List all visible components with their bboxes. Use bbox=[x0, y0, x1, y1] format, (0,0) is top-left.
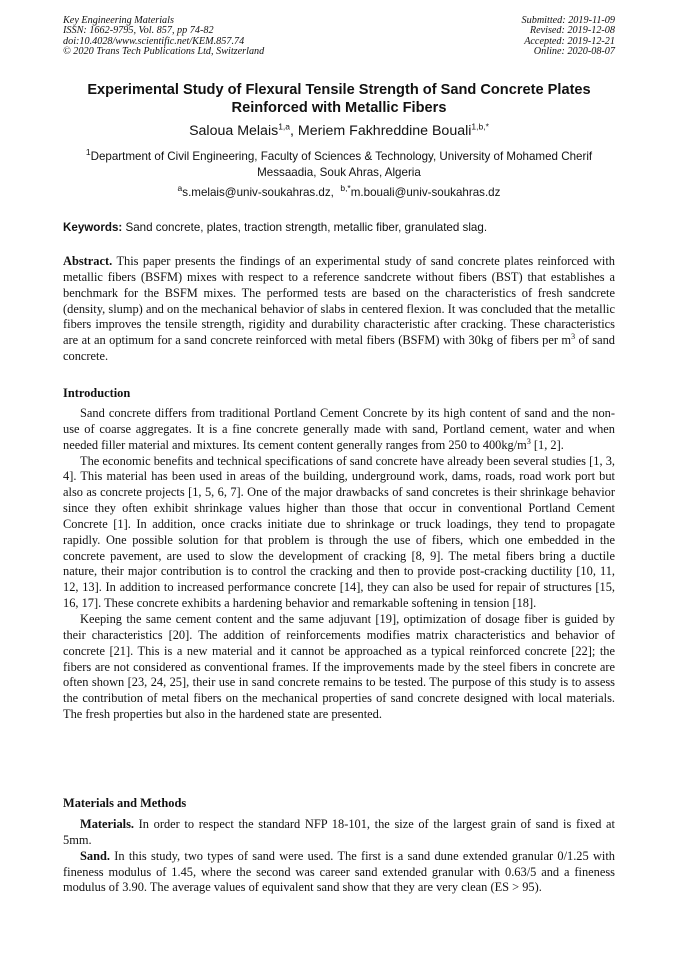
date-accepted: Accepted: 2019-12-21 bbox=[524, 35, 615, 47]
affiliation-marker: 1 bbox=[85, 147, 91, 158]
email-a-marker: a bbox=[177, 183, 183, 194]
journal-header-right bbox=[522, 16, 615, 58]
intro-p1-sup: 3 bbox=[526, 436, 531, 446]
introduction-heading: Introduction bbox=[63, 386, 131, 400]
materials-text: In order to respect the standard NFP 18-101, the size of the largest grain of sand is fixed at 5mm. bbox=[63, 817, 615, 847]
intro-paragraph-3: Keeping the same cement content and the same adjuvant [19], optimization of dosage fiber is guided by their characteristics [20]. The addition of reinforcements modifies matrix characteristics and behavior of concrete [21]. This is a new material and it cannot be approached as a typical reinforced concrete [22]; the fibers are not considered as conventional frames. If the improvements made by the steel fibers in concrete are often shown [23, 24, 25], their use in sand concrete remains to be tested. The purpose of this study is to assess the contribution of metal fibers on the mechanical properties of sand concrete designed with local materials. The fresh properties but also in the hardened state are presented. bbox=[63, 611, 615, 722]
abstract-end: of sand concrete. bbox=[63, 333, 616, 364]
author-list bbox=[60, 123, 618, 140]
abstract-label: Abstract. bbox=[63, 254, 113, 268]
materials-heading: Materials and Methods bbox=[63, 796, 187, 810]
keywords bbox=[63, 221, 615, 235]
date-revised: Revised: 2019-12-08 bbox=[529, 25, 615, 37]
email-b[interactable]: m.bouali@univ-soukahras.dz bbox=[350, 186, 501, 199]
date-online: Online: 2020-08-07 bbox=[533, 46, 615, 58]
intro-paragraph-1 bbox=[63, 406, 615, 454]
date-submitted: Submitted: 2019-11-09 bbox=[521, 15, 615, 26]
intro-p1-end: [1, 2]. bbox=[530, 437, 564, 452]
abstract-sup: 3 bbox=[571, 332, 576, 342]
sand-paragraph bbox=[63, 849, 615, 897]
intro-paragraph-2: The economic benefits and technical specifications of sand concrete have already been several studies [1, 3, 4]. This material has been used in areas of the building, underground work, dams, roads, road work port but also as concrete projects [1, 5, 6, 7]. One of the major drawbacks of sand concretes is their shrinkage behavior since they often exhibit shrinkage values higher than those that occur in conventional Portland Cement Concrete [1]. In addition, once cracks initiate due to shrinkage or truck loadings, they tend to propagate rapidly. One possible solution for that problem is through the use of fibers, which one embedded in the concrete pavement, are used to slow the development of cracking [8, 9]. The metal fibers bring a ductile nature, their major contribution is to control the cracking and then to provide post-cracking ductility [10, 11, 12, 13]. In addition to increased performance concrete [14], they can also be used for repair of structures [15, 16, 17]. These concrete exhibits a hardening behavior and remarkable softening in tension [18]. bbox=[63, 453, 615, 611]
materials-body bbox=[63, 817, 615, 896]
email-a[interactable]: s.melais@univ-soukahras.dz, bbox=[182, 186, 334, 199]
email-b-marker: b,* bbox=[340, 183, 351, 194]
author-2-affil: 1,b,* bbox=[471, 121, 489, 132]
materials-label: Materials. bbox=[80, 817, 135, 831]
journal-copyright: © 2020 Trans Tech Publications Ltd, Switzerland bbox=[63, 46, 265, 58]
author-1: Saloua Melais bbox=[189, 123, 279, 139]
journal-issn: ISSN: 1662-9795, Vol. 857, pp 74-82 bbox=[63, 25, 214, 37]
journal-doi: doi:10.4028/www.scientific.net/KEM.857.74 bbox=[63, 35, 245, 47]
introduction-body bbox=[63, 406, 615, 723]
journal-header-left bbox=[63, 16, 264, 58]
journal-name: Key Engineering Materials bbox=[63, 15, 174, 26]
keywords-text: Sand concrete, plates, traction strength, metallic fiber, granulated slag. bbox=[122, 221, 488, 234]
author-separator: , bbox=[290, 123, 298, 139]
materials-paragraph-1 bbox=[63, 817, 615, 849]
author-1-affil: 1,a bbox=[278, 121, 291, 132]
intro-p1-text: Sand concrete differs from traditional Portland Cement Concrete by its high content of sand and the non-use of coarse aggregates. It is a fine concrete generally made with sand, Portland cement, water and when needed filler material and mixtures. Its cement content generally ranges from 250 to 400kg/m bbox=[63, 406, 615, 452]
sand-text: In this study, two types of sand were used. The first is a sand dune extended granular 0/1.25 with fineness modulus of 1.45, where the second was career sand extended granular with 0.63/5 and a fineness modulus of 3.90. The average values of equivalent sand show that they are very clean (ES > 95). bbox=[63, 848, 615, 895]
abstract-text: This paper presents the findings of an experimental study of sand concrete plates reinforced with metallic fibers (BSFM) mixes with respect to a reference sandcrete without fibers (BST) that establishes a benchmark for the BSFM mixes. The performed tests are based on the characteristics of fresh sandcrete (density, slump) and on the mechanical behavior of slabs in centered flexion. It was concluded that the metallic fibers improves the tensile strength, rigidity and durability characteristic after cracking. These characteristics are at an optimum for a sand concrete reinforced with metal fibers (BSFM) with 30kg of fibers per m bbox=[63, 254, 615, 348]
sand-label: Sand. bbox=[80, 848, 110, 863]
author-2: Meriem Fakhreddine Bouali bbox=[297, 123, 472, 139]
affiliation-text: Department of Civil Engineering, Faculty of Sciences & Technology, University of Mohamed Cherif Messaadia, Souk Ahras, Algeria bbox=[90, 150, 593, 179]
keywords-label: Keywords: bbox=[63, 221, 123, 234]
author-emails bbox=[60, 183, 618, 200]
abstract bbox=[63, 254, 615, 365]
affiliation bbox=[60, 149, 618, 180]
paper-title: Experimental Study of Flexural Tensile Strength of Sand Concrete Plates Reinforced with Metallic Fibers bbox=[87, 82, 591, 116]
